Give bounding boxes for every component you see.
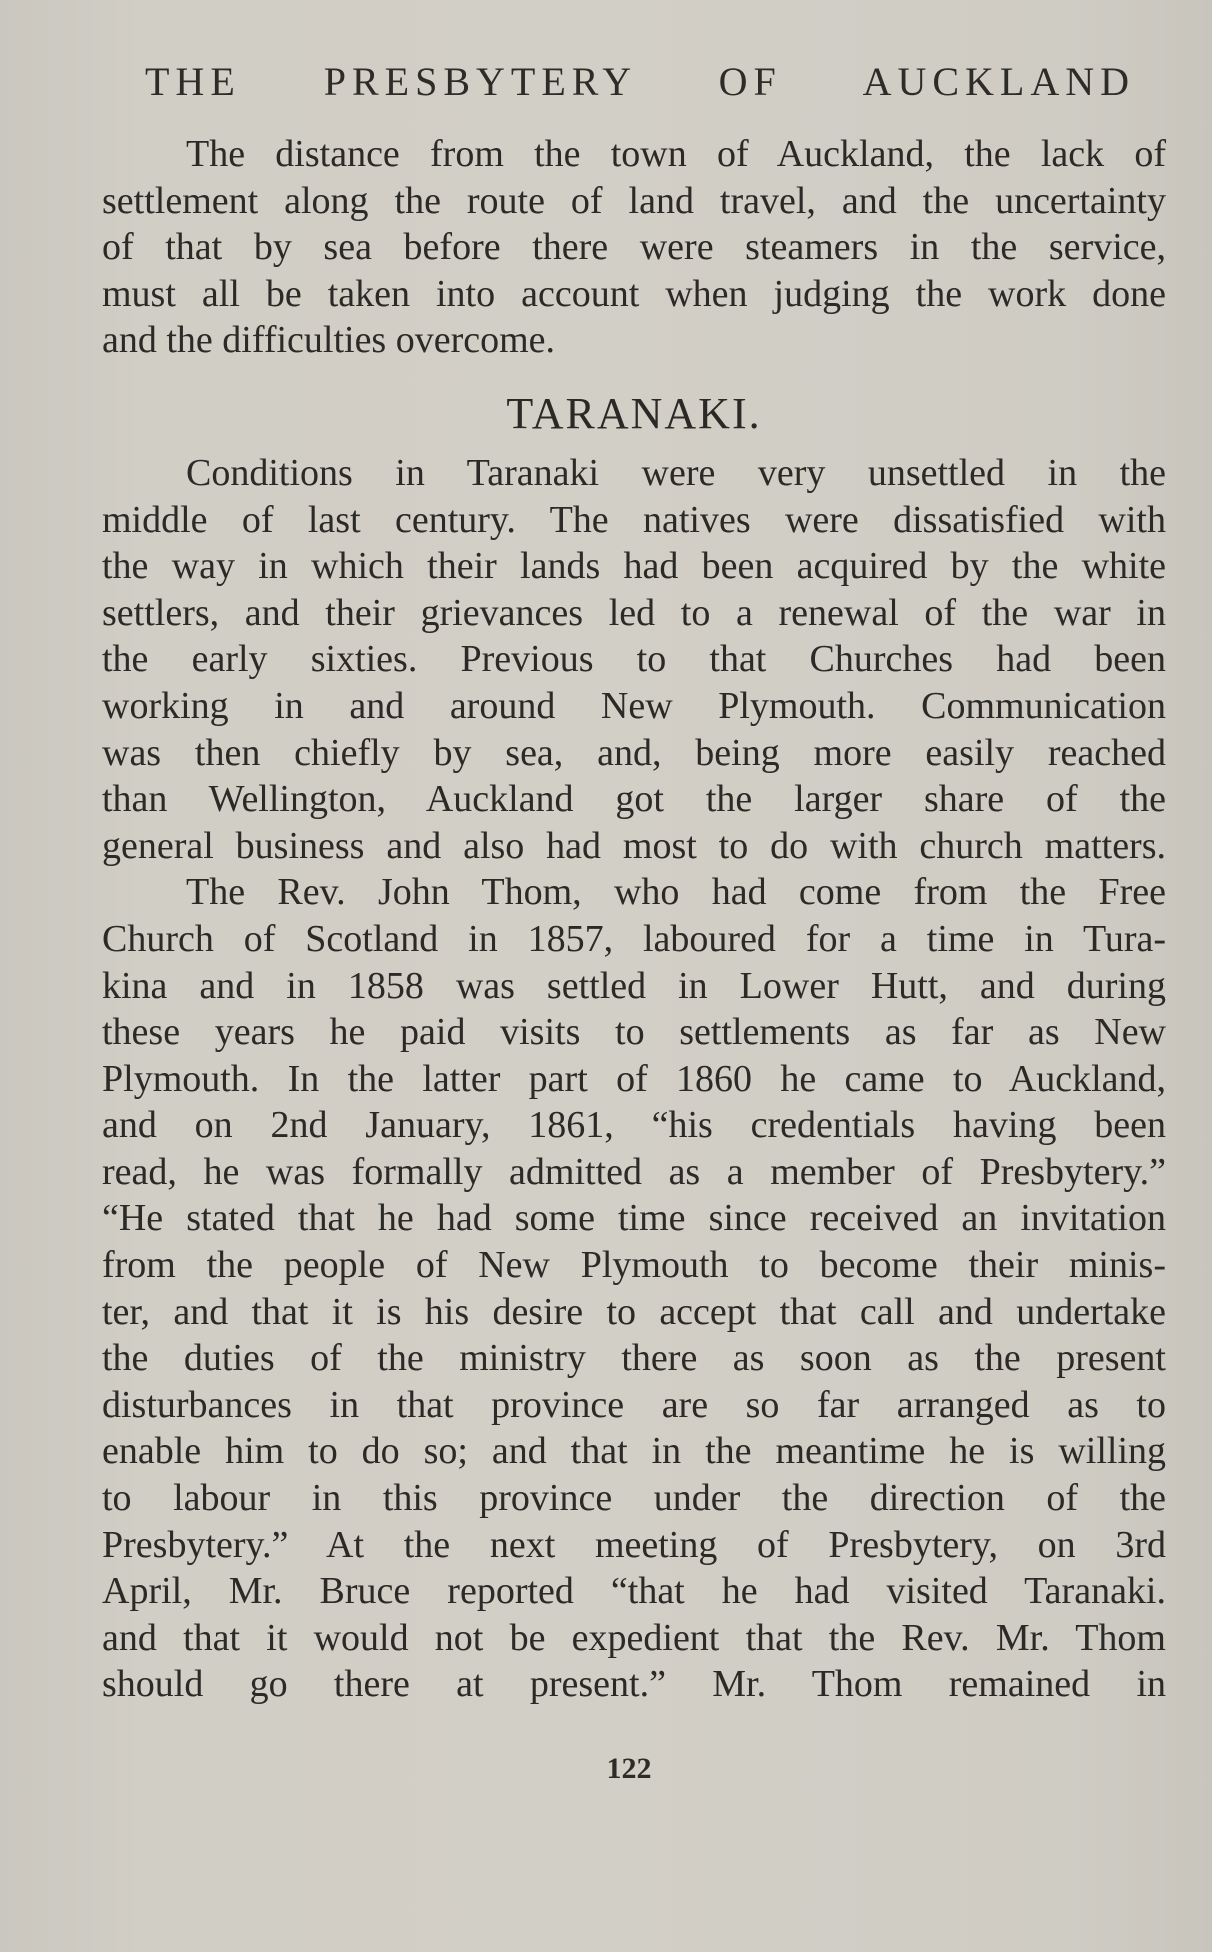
text-line: and on 2nd January, 1861, “his credentials having been xyxy=(102,1104,1166,1147)
paragraph-distance xyxy=(102,131,1166,364)
text-line: Plymouth. In the latter part of 1860 he came to Auckland, xyxy=(102,1057,1166,1100)
text-line: working in and around New Plymouth. Communication xyxy=(102,684,1166,727)
paragraph-rev-thom xyxy=(102,869,1166,1708)
page-body xyxy=(102,131,1166,1708)
text-line: ter, and that it is his desire to accept that call and undertake xyxy=(102,1290,1166,1333)
section-heading: TARANAKI. xyxy=(506,388,762,438)
text-line: from the people of New Plymouth to become their minis- xyxy=(102,1244,1166,1287)
text-line: settlers, and their grievances led to a renewal of the war in xyxy=(102,591,1166,634)
text-line: The Rev. John Thom, who had come from the Free xyxy=(186,871,1166,914)
text-line: these years he paid visits to settlements as far as New xyxy=(102,1011,1166,1054)
text-line: settlement along the route of land travel, and the uncertainty xyxy=(102,179,1166,222)
text-line: and the difficulties overcome. xyxy=(102,319,556,362)
text-line: should go there at present.” Mr. Thom remained in xyxy=(102,1663,1166,1706)
text-line: and that it would not be expedient that the Rev. Mr. Thom xyxy=(102,1616,1166,1659)
text-line: must all be taken into account when judging the work done xyxy=(102,272,1166,315)
text-line: to labour in this province under the direction of the xyxy=(102,1477,1166,1520)
text-line: the way in which their lands had been acquired by the white xyxy=(102,545,1166,588)
text-line: April, Mr. Bruce reported “that he had visited Taranaki. xyxy=(102,1570,1166,1613)
text-line: the early sixties. Previous to that Churches had been xyxy=(102,638,1166,681)
text-line: Church of Scotland in 1857, laboured for a time in Tura- xyxy=(102,917,1166,960)
text-line: was then chiefly by sea, and, being more easily reached xyxy=(102,731,1166,774)
text-line: Conditions in Taranaki were very unsettled in the xyxy=(186,451,1166,494)
text-line: “He stated that he had some time since received an invitation xyxy=(102,1197,1166,1240)
text-line: the duties of the ministry there as soon as the present xyxy=(102,1337,1166,1380)
text-line: disturbances in that province are so far arranged as to xyxy=(102,1383,1166,1426)
text-line: The distance from the town of Auckland, the lack of xyxy=(186,133,1166,175)
running-head: THE PRESBYTERY OF AUCKLAND xyxy=(145,59,1135,104)
text-line: middle of last century. The natives were dissatisfied with xyxy=(102,498,1166,541)
paragraph-conditions xyxy=(102,450,1166,869)
text-line: Presbytery.” At the next meeting of Presbytery, on 3rd xyxy=(102,1523,1166,1566)
text-line: kina and in 1858 was settled in Lower Hutt, and during xyxy=(102,964,1166,1007)
text-line: general business and also had most to do with church matters. xyxy=(102,824,1166,867)
text-line: of that by sea before there were steamers in the service, xyxy=(102,226,1166,269)
text-line: enable him to do so; and that in the meantime he is willing xyxy=(102,1430,1166,1473)
text-line: than Wellington, Auckland got the larger share of the xyxy=(102,778,1166,821)
page-number: 122 xyxy=(606,1752,652,1785)
text-line: read, he was formally admitted as a member of Presbytery.” xyxy=(102,1150,1166,1193)
